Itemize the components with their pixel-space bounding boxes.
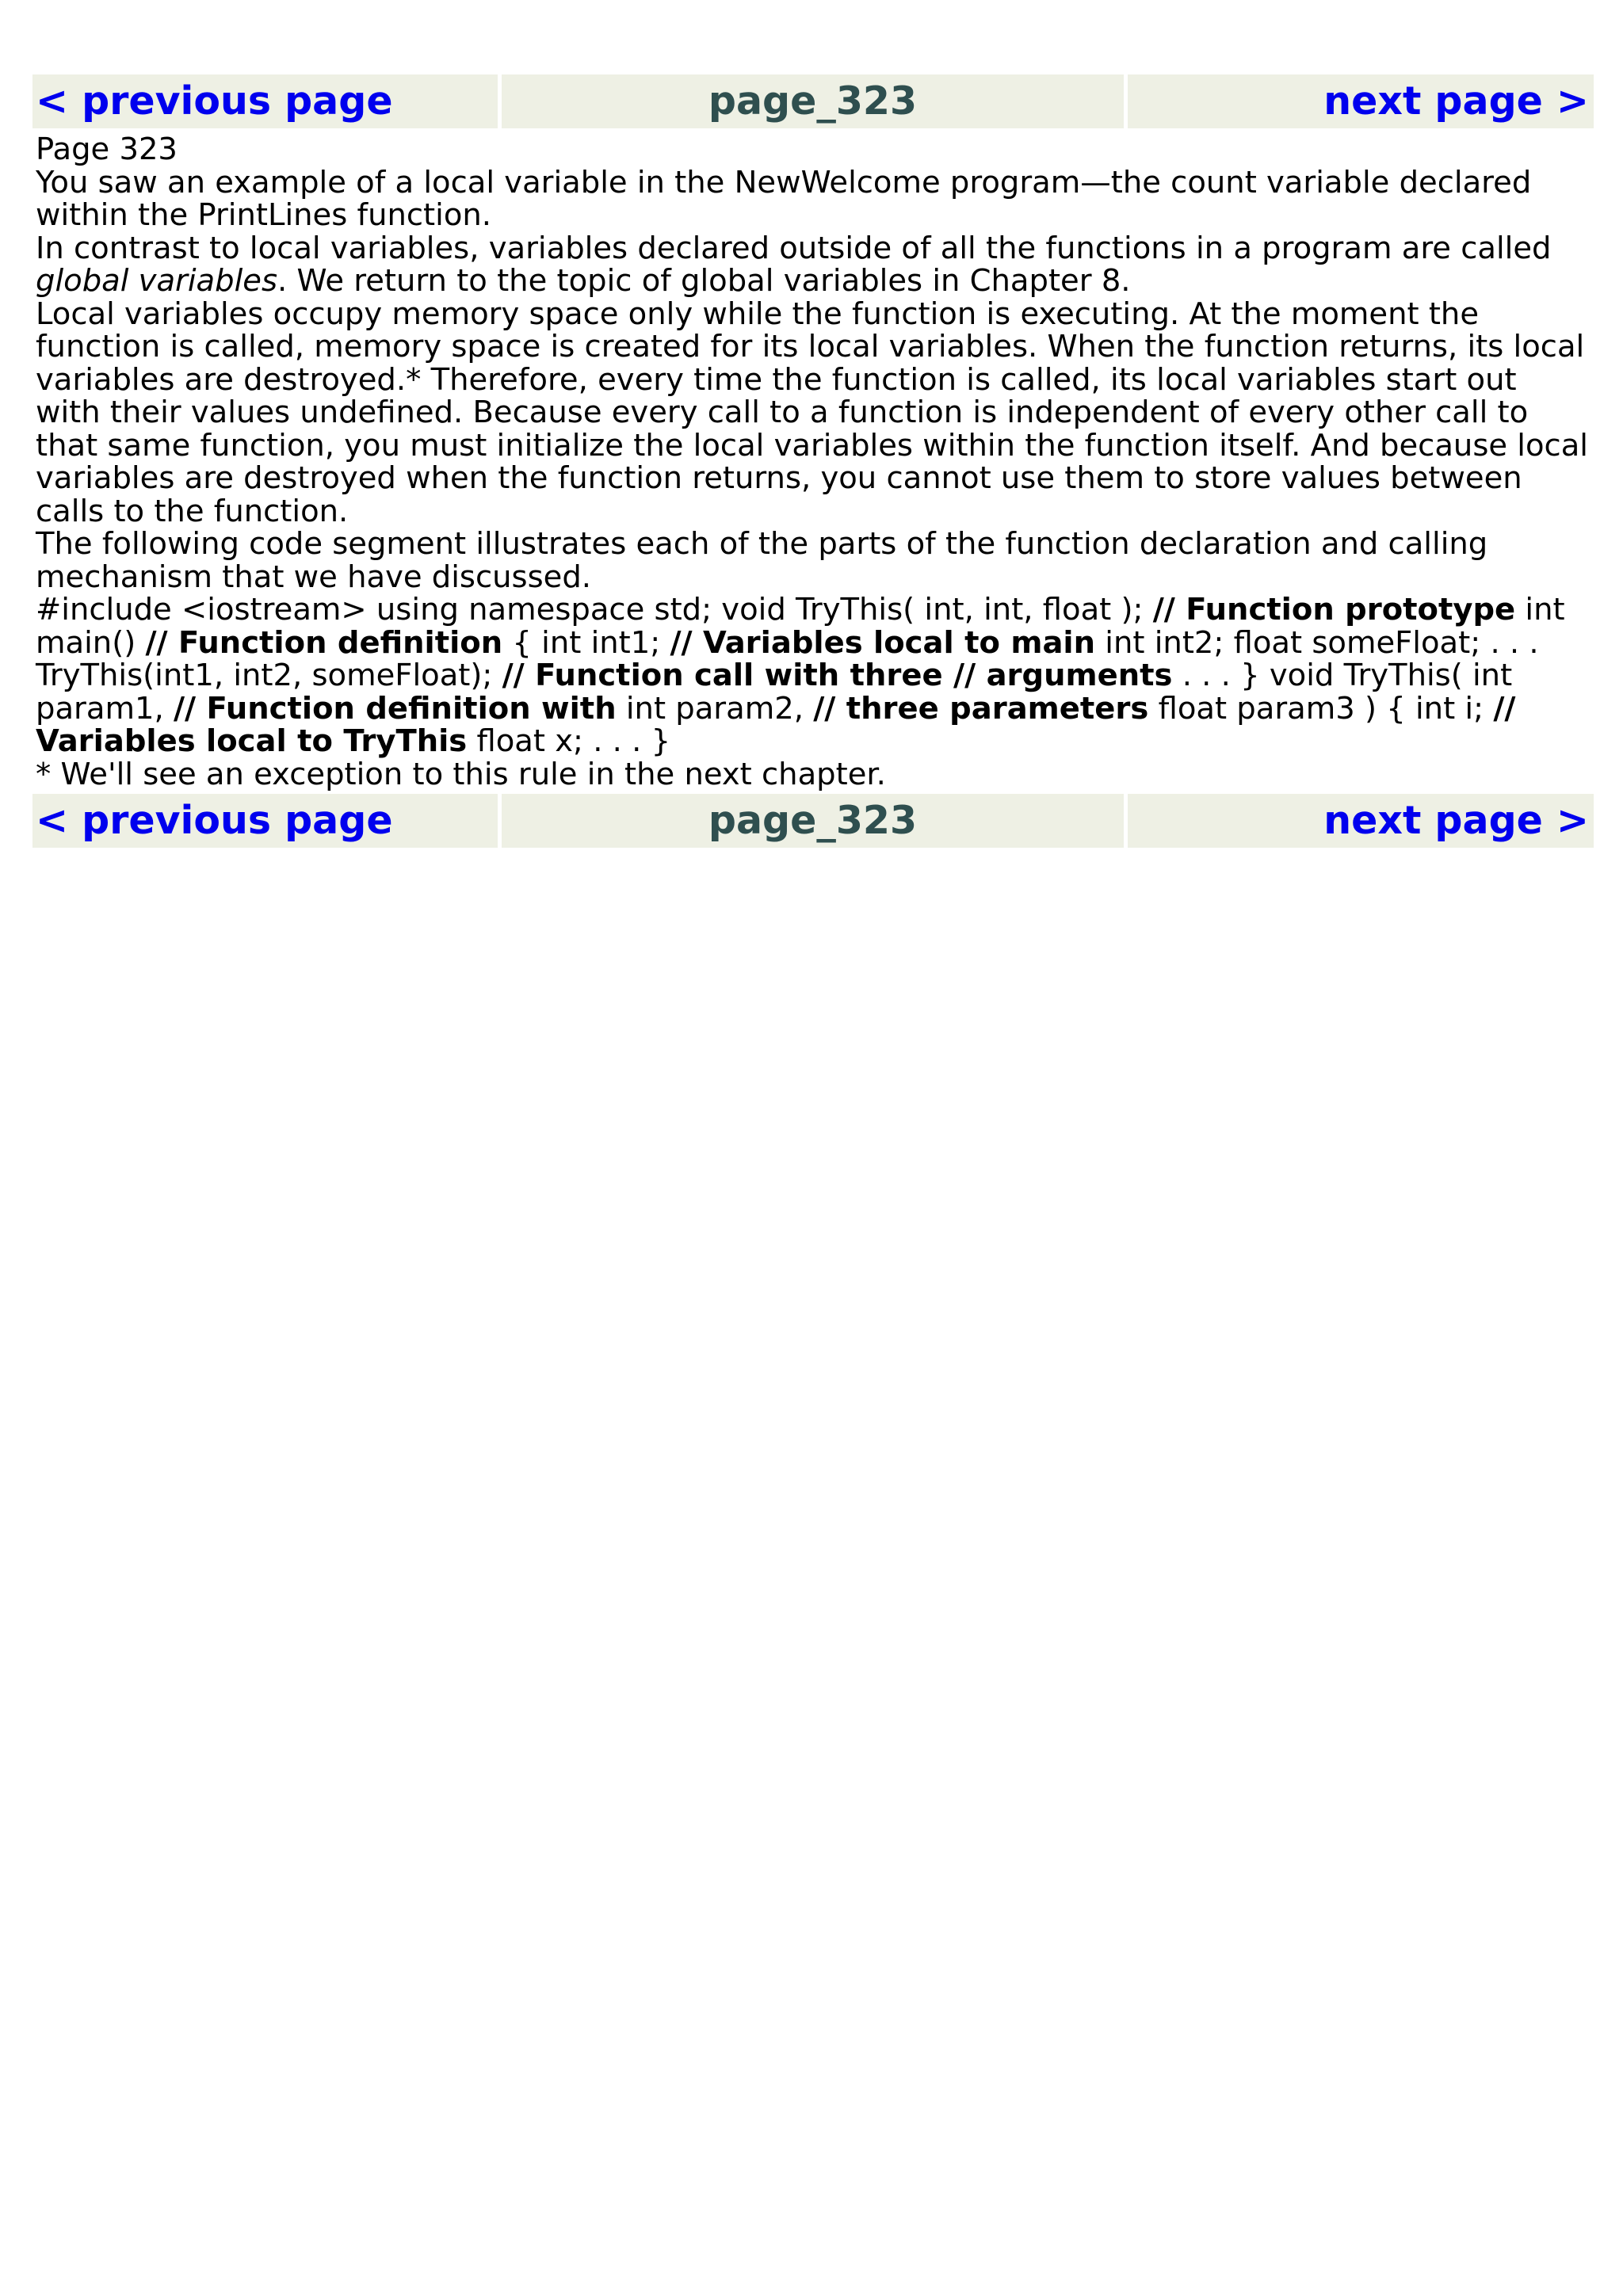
code-text: int int2; float someFloat; . . . TryThis(int1, int2, someFloat); (36, 624, 1539, 693)
bottom-nav-next-cell (1128, 794, 1594, 848)
code-text: . . . } void TryThis( int param1, (36, 658, 1513, 727)
top-page-label: page_323 (502, 74, 1124, 128)
code-segment (36, 593, 1591, 758)
global-variables-term: global variables (36, 263, 278, 299)
code-comment: // Variables local to main (670, 624, 1096, 661)
paragraph-code-intro: The following code segment illustrates each of the parts of the function declaration and calling mechanism that we have discussed. (36, 526, 1488, 595)
code-comment: // Function prototype (1152, 592, 1516, 627)
code-text: #include <iostream> using namespace std; void TryThis( int, int, float ); (36, 592, 1153, 627)
page-heading: Page 323 (36, 132, 178, 167)
para2-before-text: In contrast to local variables, variables declared outside of all the functions in a program are called (36, 230, 1552, 266)
footnote: * We'll see an exception to this rule in the next chapter. (36, 756, 886, 792)
code-text: float x; . . . } (467, 723, 671, 759)
code-text: { int int1; (502, 624, 670, 661)
bottom-next-page-link[interactable]: next page > (1323, 798, 1589, 843)
bottom-navigation-bar (32, 794, 1594, 848)
top-nav-previous-cell (32, 74, 498, 128)
top-navigation-bar (32, 74, 1594, 128)
top-next-page-link[interactable]: next page > (1323, 78, 1589, 124)
code-text: float param3 ) { int i; (1148, 690, 1494, 727)
para2-after-text: . We return to the topic of global variables in Chapter 8. (277, 263, 1131, 299)
page-content (32, 128, 1594, 794)
bottom-previous-page-link[interactable]: < previous page (36, 798, 393, 843)
code-comment: // Variables local to TryThis (36, 690, 1516, 759)
paragraph-global-variables (36, 232, 1591, 298)
page-container (32, 74, 1594, 848)
top-nav-next-cell (1128, 74, 1594, 128)
bottom-page-label: page_323 (502, 794, 1124, 848)
paragraph-local-variable-example: You saw an example of a local variable in the NewWelcome program—the count variable declared within the PrintLines function. (36, 164, 1532, 233)
top-previous-page-link[interactable]: < previous page (36, 78, 393, 124)
code-comment: // Function definition (145, 624, 503, 661)
bottom-nav-previous-cell (32, 794, 498, 848)
code-comment: // Function definition with (173, 690, 617, 727)
code-comment: // Function call with three // arguments (502, 658, 1173, 693)
code-text: int main() (36, 592, 1565, 661)
paragraph-memory-lifetime: Local variables occupy memory space only while the function is executing. At the moment the function is called, memory space is created for its local variables. When the function returns, its local variables are destroyed.* Therefore, every time the function is called, its local variables start out with their values undefined. Because every call to a function is independent of every other call to that same function, you must initialize the local variables within the function itself. And because local variables are destroyed when the function returns, you cannot use them to store values between calls to the function. (36, 296, 1589, 529)
code-text: int param2, (616, 690, 814, 727)
code-comment: // three parameters (813, 690, 1149, 727)
